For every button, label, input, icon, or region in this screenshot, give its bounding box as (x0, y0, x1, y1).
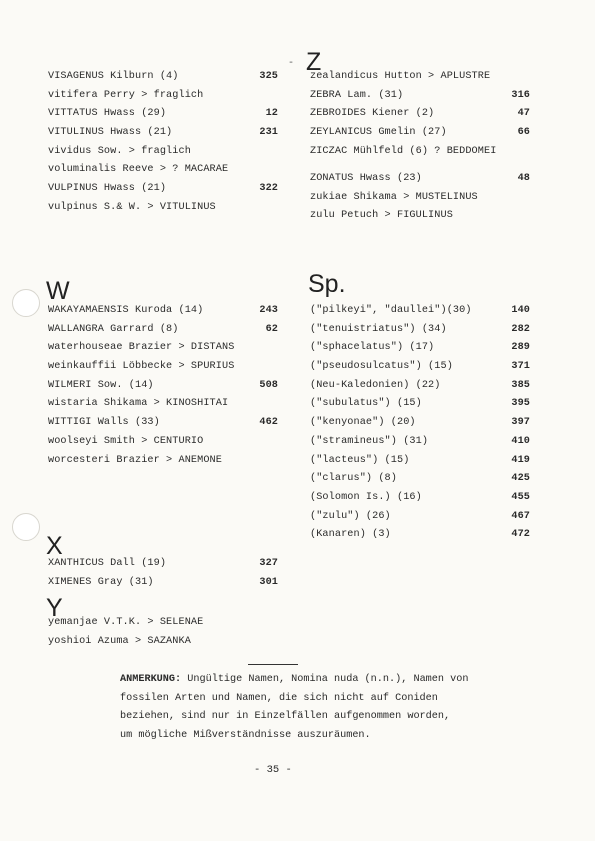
index-entry (310, 433, 530, 452)
index-entry (48, 433, 278, 452)
index-entry (310, 377, 530, 396)
entry-name: voluminalis Reeve > ? MACARAE (48, 164, 229, 176)
index-entry (48, 124, 278, 143)
entry-page-number: 140 (511, 305, 530, 316)
entry-page-number: 327 (259, 558, 278, 569)
entry-page-number: 410 (511, 435, 530, 447)
index-entry (48, 414, 278, 433)
entry-name: VULPINUS Hwass (21) (48, 183, 167, 195)
index-entry (48, 633, 278, 652)
index-entry (310, 105, 530, 124)
index-entry (48, 68, 278, 87)
entry-name: ("tenuistriatus") (34) (310, 323, 447, 335)
entry-page-number: 231 (259, 127, 278, 139)
index-entry (310, 508, 530, 527)
index-list-z (310, 68, 530, 161)
entry-name: WALLANGRA Garrard (8) (48, 323, 179, 335)
entry-name: ZEBRA Lam. (31) (310, 89, 404, 101)
index-entry (310, 358, 530, 377)
entry-name: VITTATUS Hwass (29) (48, 108, 167, 120)
entry-name: wistaria Shikama > KINOSHITAI (48, 398, 229, 410)
note-text: Ungültige Namen, Nomina nuda (n.n.), Namen von fossilen Arten und Namen, die sich nicht auf Coniden beziehen, sind nur in Einzelfällen aufgenommen worden, um mögliche Mißverständnisse auszuräumen. (120, 674, 469, 741)
entry-name: zealandicus Hutton > APLUSTRE (310, 71, 491, 82)
index-entry (310, 414, 530, 433)
entry-page-number: 48 (517, 173, 530, 184)
entry-page-number: 301 (259, 576, 278, 588)
entry-name: zukiae Shikama > MUSTELINUS (310, 191, 478, 203)
entry-page-number: 371 (511, 361, 530, 373)
index-entry (48, 87, 278, 106)
index-entry (48, 452, 278, 471)
entry-name: yoshioi Azuma > SAZANKA (48, 635, 191, 647)
section-letter-z: Z (306, 48, 322, 76)
note-label: ANMERKUNG: (120, 674, 182, 685)
entry-name: ("zulu") (26) (310, 510, 391, 522)
index-entry (310, 321, 530, 340)
entry-page-number: 385 (511, 379, 530, 391)
index-list-z-continued (310, 170, 530, 226)
entry-name: XIMENES Gray (31) (48, 576, 154, 588)
index-entry (310, 452, 530, 471)
entry-name: worcesteri Brazier > ANEMONE (48, 454, 222, 466)
index-entry (48, 143, 278, 162)
index-entry (310, 339, 530, 358)
index-entry (48, 377, 278, 396)
entry-page-number: 455 (511, 491, 530, 503)
entry-page-number: 425 (511, 473, 530, 485)
entry-name: (Kanaren) (3) (310, 529, 391, 541)
index-entry (310, 124, 530, 143)
index-list-w (48, 302, 278, 470)
index-entry (310, 87, 530, 106)
entry-page-number: 322 (259, 183, 278, 195)
entry-page-number: 47 (517, 108, 530, 120)
index-entry (48, 339, 278, 358)
entry-name: vulpinus S.& W. > VITULINUS (48, 201, 216, 213)
entry-page-number: 66 (517, 127, 530, 139)
index-entry (48, 395, 278, 414)
index-entry (48, 105, 278, 124)
index-entry (48, 574, 278, 593)
entry-name: woolseyi Smith > CENTURIO (48, 435, 204, 447)
index-entry (48, 358, 278, 377)
section-letter-w: W (46, 277, 70, 305)
entry-name: ZICZAC Mühlfeld (6) ? BEDDOMEI (310, 145, 497, 157)
index-entry (48, 614, 278, 633)
index-entry (310, 526, 530, 545)
index-entry (310, 302, 530, 321)
index-list-x (48, 555, 278, 592)
index-list-v (48, 68, 278, 218)
index-entry (310, 470, 530, 489)
stray-mark: - (288, 58, 295, 69)
section-letter-y: Y (46, 594, 63, 622)
entry-name: waterhouseae Brazier > DISTANS (48, 342, 235, 354)
entry-page-number: 289 (511, 342, 530, 354)
entry-name: VISAGENUS Kilburn (4) (48, 71, 179, 82)
entry-name: weinkauffii Löbbecke > SPURIUS (48, 361, 235, 373)
entry-name: ("sphacelatus") (17) (310, 342, 435, 354)
entry-page-number: 316 (511, 89, 530, 101)
entry-page-number: 395 (511, 398, 530, 410)
index-list-sp (310, 302, 530, 545)
entry-name: (Solomon Is.) (16) (310, 491, 422, 503)
index-entry (310, 489, 530, 508)
index-entry (310, 143, 530, 162)
entry-name: yemanjae V.T.K. > SELENAE (48, 617, 204, 628)
note-divider (248, 664, 298, 665)
index-entry (310, 170, 530, 189)
punch-hole (12, 289, 40, 317)
entry-page-number: 419 (511, 454, 530, 466)
entry-name: (Neu-Kaledonien) (22) (310, 379, 441, 391)
entry-page-number: 62 (265, 323, 278, 335)
entry-name: WITTIGI Walls (33) (48, 417, 160, 429)
entry-page-number: 325 (259, 71, 278, 82)
entry-page-number: 12 (265, 108, 278, 120)
entry-name: XANTHICUS Dall (19) (48, 558, 167, 569)
index-entry (310, 207, 530, 226)
page-number: - 35 - (254, 764, 292, 776)
entry-page-number: 462 (259, 417, 278, 429)
entry-name: ("pseudosulcatus") (15) (310, 361, 453, 373)
index-entry (310, 395, 530, 414)
index-entry (310, 68, 530, 87)
entry-name: vitifera Perry > fraglich (48, 89, 204, 101)
entry-page-number: 472 (511, 529, 530, 541)
entry-name: WILMERI Sow. (14) (48, 379, 154, 391)
index-entry (48, 302, 278, 321)
entry-name: ("lacteus") (15) (310, 454, 410, 466)
entry-name: zulu Petuch > FIGULINUS (310, 210, 453, 222)
index-list-y (48, 614, 278, 651)
entry-name: VITULINUS Hwass (21) (48, 127, 173, 139)
section-letter-x: X (46, 532, 63, 560)
entry-page-number: 508 (259, 379, 278, 391)
entry-name: ("subulatus") (15) (310, 398, 422, 410)
entry-name: WAKAYAMAENSIS Kuroda (14) (48, 305, 204, 316)
entry-page-number: 282 (511, 323, 530, 335)
entry-page-number: 467 (511, 510, 530, 522)
entry-name: ("stramineus") (31) (310, 435, 429, 447)
index-entry (48, 199, 278, 218)
entry-name: vividus Sow. > fraglich (48, 145, 191, 157)
entry-name: ("clarus") (8) (310, 473, 397, 485)
index-entry (48, 321, 278, 340)
entry-name: ZONATUS Hwass (23) (310, 173, 422, 184)
entry-name: ZEYLANICUS Gmelin (27) (310, 127, 447, 139)
entry-name: ("pilkeyi", "daullei")(30) (310, 305, 472, 316)
note-paragraph (120, 671, 540, 745)
index-entry (48, 180, 278, 199)
index-entry (48, 555, 278, 574)
entry-page-number: 243 (259, 305, 278, 316)
entry-name: ("kenyonae") (20) (310, 417, 416, 429)
index-entry (48, 161, 278, 180)
section-letter-sp: Sp. (308, 270, 346, 298)
entry-name: ZEBROIDES Kiener (2) (310, 108, 435, 120)
entry-page-number: 397 (511, 417, 530, 429)
punch-hole (12, 513, 40, 541)
index-entry (310, 189, 530, 208)
